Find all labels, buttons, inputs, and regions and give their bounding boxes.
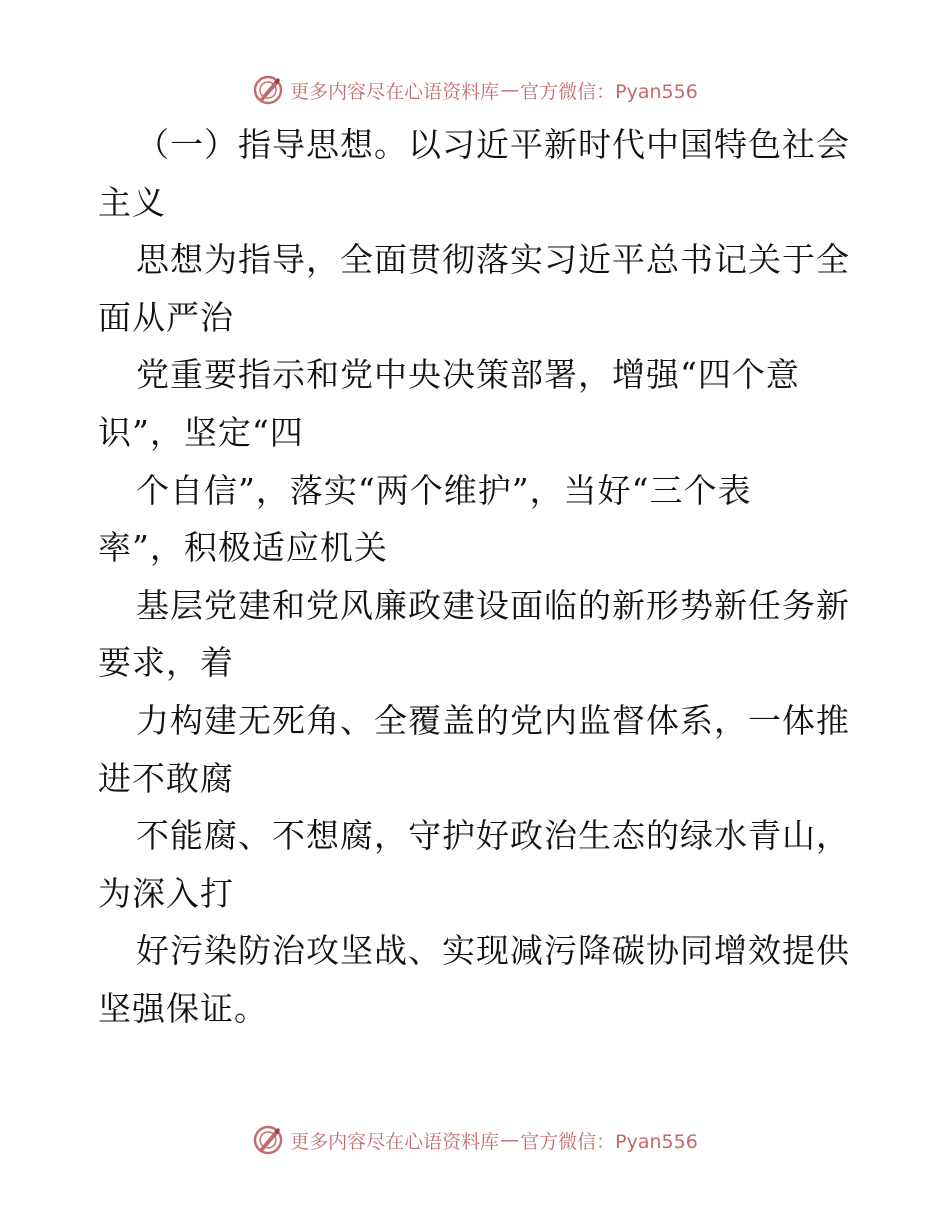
paragraph-line: 识”，坚定“四	[98, 412, 304, 452]
pen-logo-icon	[252, 1124, 284, 1156]
pen-logo-icon	[252, 74, 284, 106]
watermark-separator: —	[500, 1129, 520, 1151]
watermark-wechat: 官方微信：Pyan556	[520, 80, 698, 103]
paragraph-line: （一）指导思想。以习近平新时代中国特色社会	[136, 125, 850, 164]
paragraph-line: 个自信”，落实“两个维护”，当好“三个表	[136, 470, 752, 510]
footer-watermark	[0, 1120, 950, 1160]
watermark-wechat: 官方微信：Pyan556	[520, 1130, 698, 1153]
paragraph-line: 基层党建和党风廉政建设面临的新形势新任务新	[136, 585, 850, 625]
paragraph-line: 党重要指示和党中央决策部署，增强“四个意	[136, 355, 800, 395]
paragraph-line: 主义	[98, 182, 166, 222]
paragraph-line: 率”，积极适应机关	[98, 528, 388, 568]
paragraph-line: 要求，着	[98, 643, 234, 683]
paragraph-line: 思想为指导，全面贯彻落实习近平总书记关于全	[136, 240, 850, 280]
document-body	[98, 116, 858, 1038]
paragraph-line: 力构建无死角、全覆盖的党内监督体系，一体推	[136, 700, 850, 740]
watermark-separator: —	[500, 79, 520, 101]
paragraph-line: 为深入打	[98, 873, 234, 913]
paragraph-line: 坚强保证。	[98, 988, 268, 1028]
watermark-text: 更多内容尽在心语资料库	[290, 1130, 500, 1153]
header-watermark	[0, 70, 950, 110]
paragraph-line: 不能腐、不想腐，守护好政治生态的绿水青山，	[136, 816, 850, 856]
watermark-text: 更多内容尽在心语资料库	[290, 80, 500, 103]
paragraph-line: 好污染防治攻坚战、实现减污降碳协同增效提供	[136, 931, 850, 971]
paragraph-line: 进不敢腐	[98, 758, 234, 798]
paragraph-line: 面从严治	[98, 297, 234, 337]
